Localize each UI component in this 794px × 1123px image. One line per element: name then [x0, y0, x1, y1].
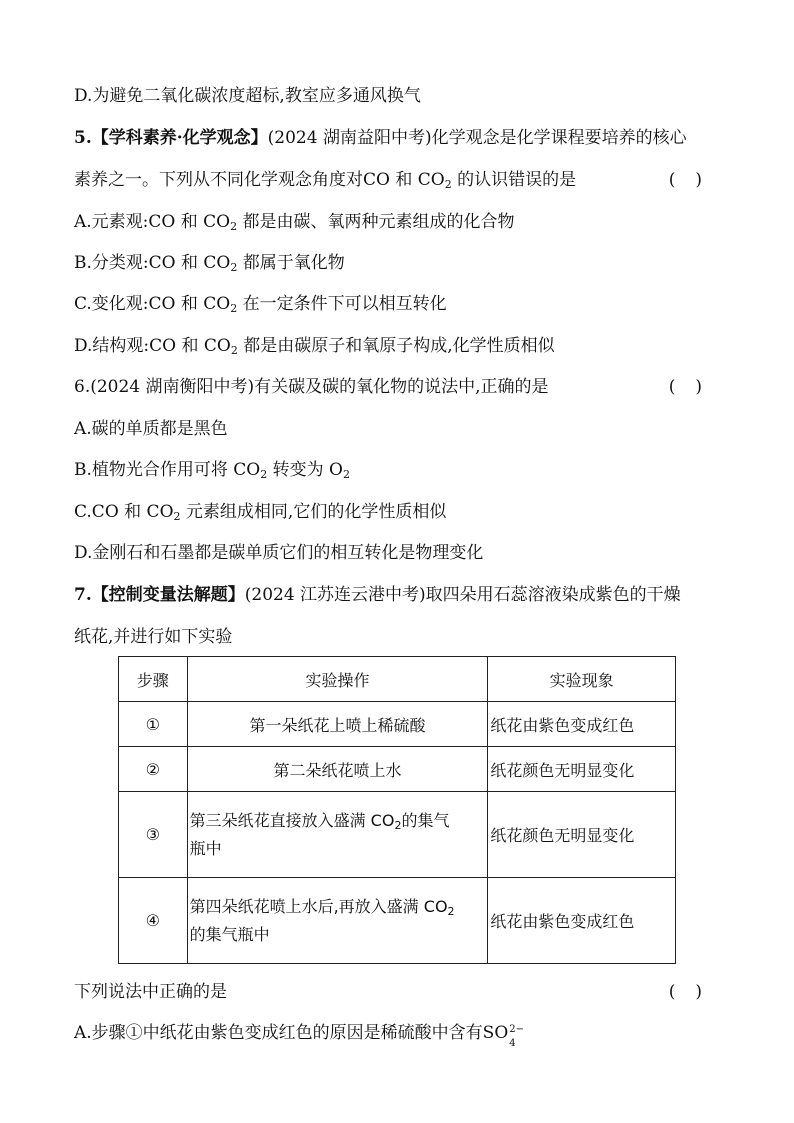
option-text: D.结构观:CO 和 CO	[74, 336, 231, 356]
subscript: 2	[447, 904, 455, 918]
operation-cell	[187, 878, 488, 964]
subscript: 2	[230, 220, 238, 233]
operation-text: 的集气	[401, 810, 450, 830]
option-text: 都是由碳原子和氧原子构成,化学性质相似	[237, 336, 555, 356]
q5-stem-text2: 素养之一。下列从不同化学观念角度对CO 和 CO	[74, 170, 445, 190]
q5-stem-line2	[74, 168, 722, 192]
superscript: 2−	[509, 1024, 525, 1035]
step-cell: ④	[119, 878, 188, 964]
phenomenon-cell: 纸花由紫色变成红色	[488, 702, 676, 747]
q5-stem-text: (2024 湖南益阳中考)化学观念是化学课程要培养的核心	[267, 128, 687, 148]
table-row	[119, 792, 676, 878]
table-row	[119, 878, 676, 964]
operation-text: 第三朵纸花直接放入盛满 CO	[189, 810, 395, 830]
answer-bracket: ()	[668, 377, 722, 397]
experiment-table	[118, 656, 676, 964]
q6-option-a	[74, 417, 722, 441]
q7-stem-text2: 纸花,并进行如下实验	[74, 627, 233, 647]
q6-option-d	[74, 541, 722, 565]
table-row	[119, 747, 676, 792]
q6-stem	[74, 375, 722, 399]
step-cell: ①	[119, 702, 188, 747]
q5-option-b	[74, 251, 722, 275]
q6-option-c	[74, 500, 722, 524]
answer-bracket: ()	[668, 982, 722, 1002]
option-text: 在一定条件下可以相互转化	[237, 294, 447, 314]
subscript: 2	[230, 261, 238, 274]
q5-stem-text3: 的认识错误的是	[451, 170, 577, 190]
option-text: C.变化观:CO 和 CO	[74, 294, 231, 314]
answer-bracket: ()	[668, 170, 722, 190]
q5-option-d	[74, 334, 722, 358]
option-text: D.金刚石和石墨都是碳单质它们的相互转化是物理变化	[74, 543, 484, 563]
header-phenomenon: 实验现象	[488, 657, 676, 702]
q6-option-b	[74, 458, 722, 482]
q5-option-c	[74, 292, 722, 316]
option-text: C.CO 和 CO	[74, 502, 174, 522]
step-cell: ③	[119, 792, 188, 878]
q7-option-a	[74, 1021, 722, 1049]
option-text: A.碳的单质都是黑色	[74, 419, 228, 439]
operation-text: 第四朵纸花喷上水后,再放入盛满 CO	[189, 896, 448, 916]
option-text: A.步骤①中纸花由紫色变成红色的原因是稀硫酸中含有SO	[74, 1023, 509, 1043]
table-row	[119, 702, 676, 747]
option-text: B.分类观:CO 和 CO	[74, 253, 231, 273]
q7-question	[74, 980, 722, 1004]
table-header-row	[119, 657, 676, 702]
header-operation: 实验操作	[187, 657, 488, 702]
q4-option-d	[74, 84, 722, 108]
step-cell: ②	[119, 747, 188, 792]
subscript: 2	[444, 178, 452, 191]
subscript: 2	[394, 818, 402, 832]
option-text: 元素组成相同,它们的化学性质相似	[180, 502, 447, 522]
option-text: 都是由碳、氧两种元素组成的化合物	[237, 212, 515, 232]
q7-stem-text: (2024 江苏连云港中考)取四朵用石蕊溶液染成紫色的干燥	[244, 585, 681, 605]
q5-stem-line1	[74, 126, 722, 150]
phenomenon-cell: 纸花颜色无明显变化	[488, 747, 676, 792]
operation-text: 瓶中	[189, 838, 222, 858]
operation-cell: 第一朵纸花上喷上稀硫酸	[187, 702, 488, 747]
subscript: 2	[230, 302, 238, 315]
subscript: 2	[173, 510, 181, 523]
subscript: 2	[343, 468, 350, 481]
subscript: 2	[260, 468, 268, 481]
subscript: 2	[230, 344, 238, 357]
operation-cell: 第二朵纸花喷上水	[187, 747, 488, 792]
operation-cell	[187, 792, 488, 878]
q7-stem-line1	[74, 583, 722, 607]
header-step: 步骤	[119, 657, 188, 702]
q5-tag: 5.【学科素养·化学观念】	[74, 128, 268, 148]
option-text: 转变为 O	[267, 460, 343, 480]
option-text: B.植物光合作用可将 CO	[74, 460, 261, 480]
sulfate-charge	[508, 1024, 525, 1049]
operation-text: 的集气瓶中	[189, 924, 270, 944]
subscript: 4	[509, 1038, 516, 1049]
q6-stem-text: 6.(2024 湖南衡阳中考)有关碳及碳的氧化物的说法中,正确的是	[74, 377, 549, 397]
option-text: D.为避免二氧化碳浓度超标,教室应多通风换气	[74, 86, 421, 106]
q7-stem-line2	[74, 625, 722, 649]
q7-question-text: 下列说法中正确的是	[74, 982, 227, 1002]
q5-option-a	[74, 210, 722, 234]
phenomenon-cell: 纸花由紫色变成红色	[488, 878, 676, 964]
option-text: 都属于氧化物	[237, 253, 345, 273]
option-text: A.元素观:CO 和 CO	[74, 212, 231, 232]
phenomenon-cell: 纸花颜色无明显变化	[488, 792, 676, 878]
q7-tag: 7.【控制变量法解题】	[74, 585, 245, 605]
